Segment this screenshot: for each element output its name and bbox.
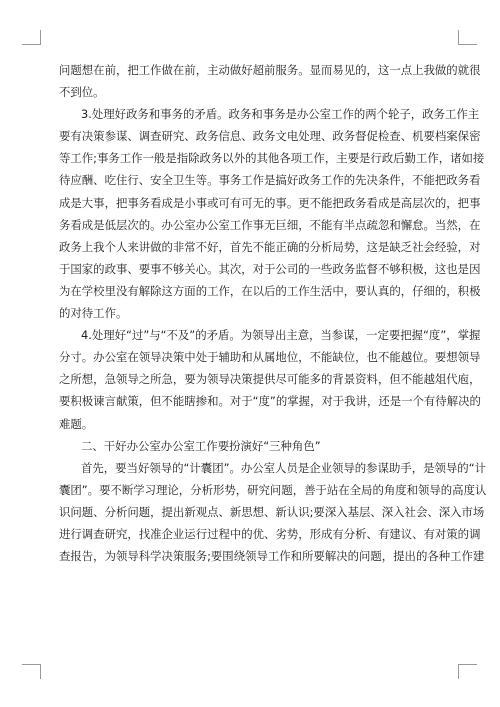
crop-mark-bottom-left — [22, 664, 41, 679]
crop-mark-top-right — [458, 30, 477, 45]
text-line: 识问题、分析问题，提出新观点、新思想、新认识;要深入基层、深入社会、深入市场 — [59, 504, 485, 519]
text-line: 囊团”。要不断学习理论，分析形势，研究问题，善于站在全局的角度和领导的高度认 — [59, 482, 487, 497]
text-line: 要有决策参谋、调查研究、政务信息、政务文电处理、政务督促检查、机要档案保密 — [59, 129, 481, 144]
crop-mark-top-left — [22, 30, 41, 45]
text-line: 问题想在前，把工作做在前，主动做好超前服务。显而易见的，这一点上我做的就很 — [59, 63, 481, 77]
text-line: 务看成是低层次的。办公室办公室工作事无巨细，不能有半点疏忽和懈怠。当然，在 — [59, 217, 481, 232]
text-line: 二、干好办公室办公室工作要扮演好“三种角色” — [81, 438, 321, 453]
text-line: 难题。 — [59, 416, 94, 431]
text-line: 要积极谏言献策，但不能瞎掺和。对于“度”的掌握，对于我讲，还是一个有待解决的 — [59, 394, 481, 409]
text-line: 成是大事，把事务看成是小事或可有可无的事。更不能把政务看成是高层次的，把事 — [59, 195, 481, 210]
text-line: 查报告，为领导科学决策服务;要围绕领导工作和所要解决的问题，提出的各种工作建 — [59, 549, 485, 564]
text-line: 等工作;事务工作一般是指除政务以外的其他各项工作，主要是行政后勤工作，诸如接 — [59, 151, 485, 166]
crop-mark-bottom-right — [458, 664, 477, 679]
text-line: 分寸。办公室在领导决策中处于辅助和从属地位，不能缺位，也不能越位。要想领导 — [59, 350, 481, 365]
text-line: 进行调查研究，找准企业运行过程中的优、劣势，形成有分析、有建议、有对策的调 — [59, 526, 481, 541]
text-line: 4.处理好“过”与“不及”的矛盾。为领导出主意，当参谋，一定要把握“度”，掌握 — [81, 328, 481, 343]
document-body — [59, 59, 487, 567]
text-line: 的对待工作。 — [59, 306, 128, 321]
text-line: 政务上我个人来讲做的非常不好，首先不能正确的分析局势，这是缺乏社会经验，对 — [59, 239, 481, 254]
text-line: 首先，要当好领导的“计囊团”。办公室人员是企业领导的参谋助手，是领导的“计 — [81, 460, 486, 475]
text-line: 3.处理好政务和事务的矛盾。政务和事务是办公室工作的两个轮子，政务工作主 — [81, 107, 480, 122]
text-line: 之所想，急领导之所急，要为领导决策提供尽可能多的背景资料，但不能越俎代庖， — [59, 372, 481, 387]
text-line: 不到位。 — [59, 85, 105, 100]
text-line: 为在学校里没有解除这方面的工作，在以后的工作生活中，要认真的，仔细的，积极 — [59, 283, 481, 298]
text-line: 于国家的政事、要事不够关心。其次，对于公司的一些政务监督不够积极，这也是因 — [59, 261, 481, 276]
text-line: 待应酬、吃住行、安全卫生等。事务工作是搞好政务工作的先决条件，不能把政务看 — [59, 173, 481, 188]
